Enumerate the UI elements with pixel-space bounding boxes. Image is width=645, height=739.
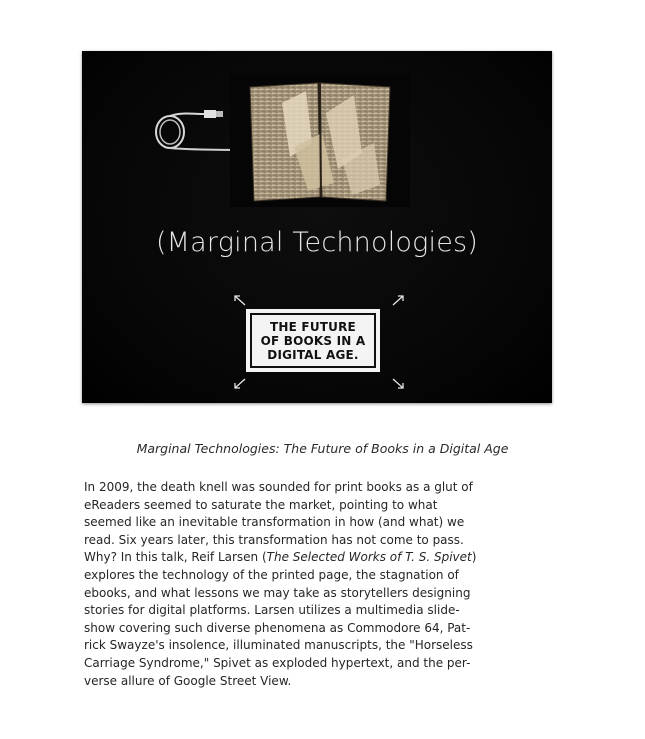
description-text: ) <box>471 550 477 565</box>
description-line: verse allure of Google Street View. <box>84 673 292 688</box>
poster-image <box>82 51 552 403</box>
stamp-box <box>246 309 380 372</box>
poster-title: (Marginal Technologies) <box>155 227 479 258</box>
description-line: eReaders seemed to saturate the market, pointing to what <box>84 497 438 512</box>
stamp-text <box>249 320 377 362</box>
description-line: Carriage Syndrome," Spivet as exploded hypertext, and the per- <box>84 655 471 670</box>
description-line: rick Swayze's insolence, illuminated manuscripts, the "Horseless <box>84 638 473 653</box>
poster-caption: Marginal Technologies: The Future of Books in a Digital Age <box>136 441 509 456</box>
description-line: stories for digital platforms. Larsen utilizes a multimedia slide- <box>84 603 460 618</box>
stamp-line-2: OF BOOKS IN A <box>260 334 366 348</box>
description-line: seemed like an inevitable transformation in how (and what) we <box>84 515 465 530</box>
stamp-line-3: DIGITAL AGE. <box>267 348 359 362</box>
description-paragraph <box>84 479 554 690</box>
description-line: read. Six years later, this transformation has not come to pass. <box>84 532 464 547</box>
description-line <box>84 549 554 567</box>
description-line: explores the technology of the printed page, the stagnation of <box>84 567 459 582</box>
folded-book-icon <box>230 73 410 207</box>
description-line: ebooks, and what lessons we may take as storytellers designing <box>84 585 471 600</box>
description-text: Why? In this talk, Reif Larsen ( <box>84 550 267 565</box>
description-line: In 2009, the death knell was sounded for print books as a glut of <box>84 480 473 494</box>
stamp-line-1: THE FUTURE <box>270 320 356 334</box>
stamp-badge <box>229 287 409 397</box>
book-title: The Selected Works of T. S. Spivet <box>266 550 472 565</box>
description-line: show covering such diverse phenomena as Commodore 64, Pat- <box>84 620 471 635</box>
